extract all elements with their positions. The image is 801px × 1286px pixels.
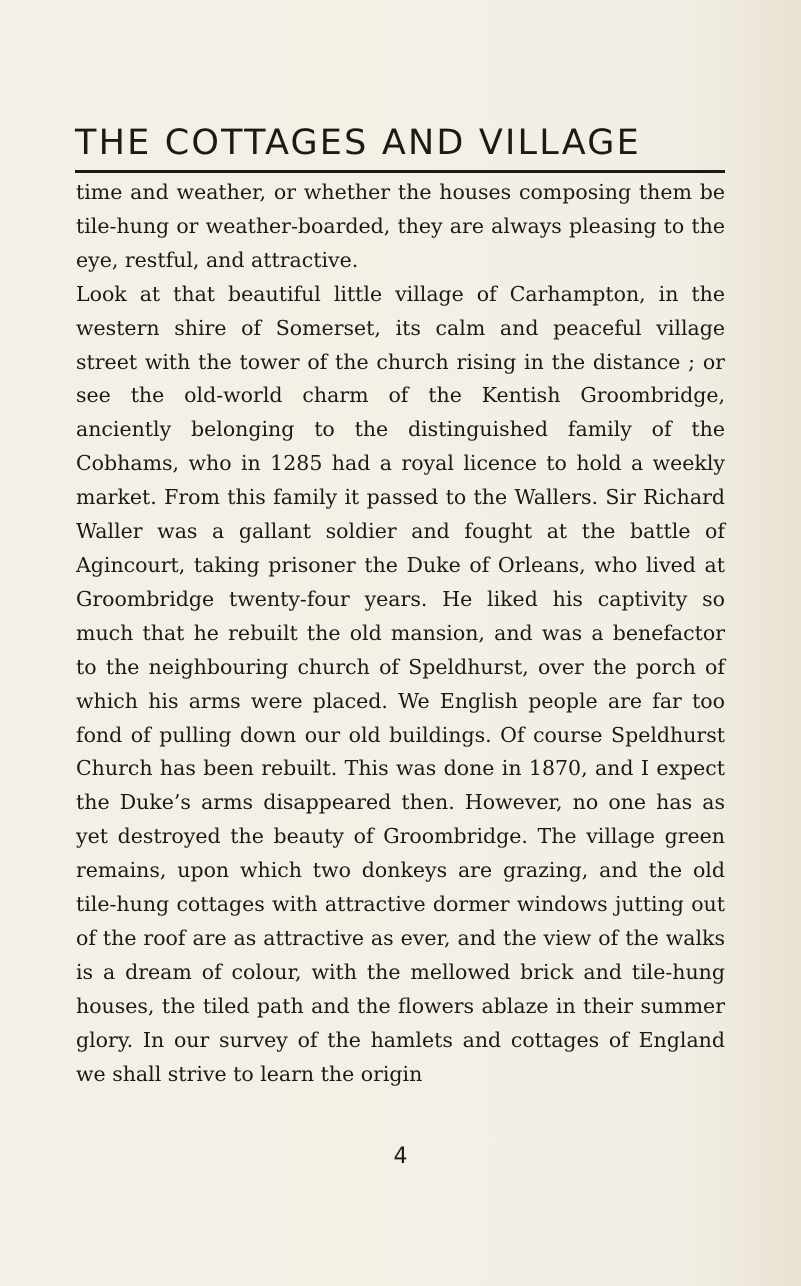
paragraph-continued: time and weather, or whether the houses composing them be tile-hung or weather-boarded, they are always pleasing to the eye, restful, and attractive. [76, 180, 725, 272]
running-head: THE COTTAGES AND VILLAGE [75, 123, 641, 163]
page-number: 4 [393, 1144, 408, 1169]
page-header [75, 123, 725, 173]
header-rule [75, 170, 725, 173]
paragraph-carhampton: Look at that beautiful little village of Carhampton, in the western shire of Somerset, its calm and peaceful village street with the tower of the church rising in the distance ; or see the old-world charm of the Kentish Groombridge, anciently belonging to the distinguished family of the Cobhams, who in 1285 had a royal licence to hold a weekly market. From this family it passed to the Wallers. Sir Richard Waller was a gallant soldier and fought at the battle of Agincourt, taking prisoner the Duke of Orleans, who lived at Groombridge twenty-four years. He liked his captivity so much that he rebuilt the old mansion, and was a benefactor to the neighbouring church of Speldhurst, over the porch of which his arms were placed. We English people are far too fond of pulling down our old buildings. Of course Speldhurst Church has been rebuilt. This was done in 1870, and I expect the Duke’s arms disappeared then. However, no one has as yet destroyed the beauty of Groombridge. The village green remains, upon which two donkeys are grazing, and the old tile-hung cottages with attractive dormer windows jutting out of the roof are as attractive as ever, and the view of the walks is a dream of colour, with the mellowed brick and tile-hung houses, the tiled path and the flowers ablaze in their summer glory. In our survey of the hamlets and cottages of England we shall strive to learn the origin [76, 281, 725, 1086]
body-text [76, 176, 725, 1091]
